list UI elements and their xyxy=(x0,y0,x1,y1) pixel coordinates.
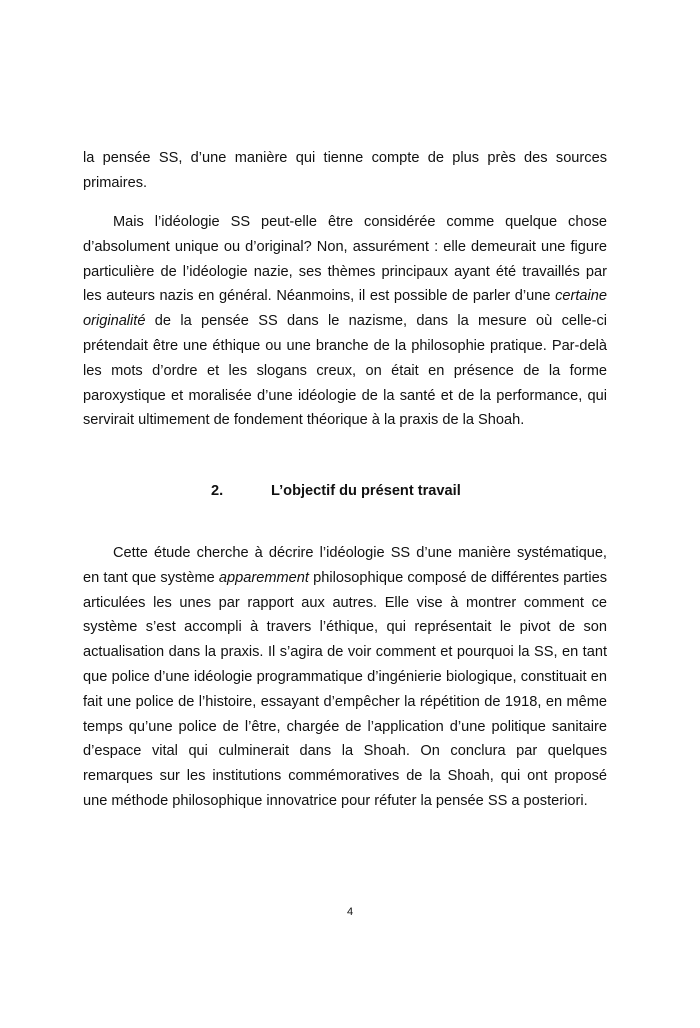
paragraph-continuation xyxy=(83,146,607,196)
emphasized-phrase: certaine originalité xyxy=(83,288,607,330)
page-number: 4 xyxy=(346,906,354,918)
paragraph-text-before: Cette étude cherche à décrire l’idéologie SS d’une manière systématique, en tant que système xyxy=(83,545,607,586)
paragraph-text-after: philosophique composé de différentes parties articulées les unes par rapport aux autres. Elle vise à montrer comment ce système s’est accompli à travers l’éthique, qui représentait le pivot de son actualisation dans la praxis. Il s’agira de voir comment et pourquoi la SS, en tant que police d’une idéologie programmatique d’ingénierie biologique, constituait en fait une police de l’histoire, essayant d’empêcher la répétition de 1918, en même temps qu’une police de l’être, chargée de l’application d’une politique sanitaire d’espace vital qui culminerait dans la Shoah. On conclura par quelques remarques sur les institutions commémoratives de la Shoah, qui ont proposé une méthode philosophique innovatrice pour réfuter la pensée SS a posteriori. xyxy=(83,569,607,809)
paragraph-text xyxy=(83,541,607,814)
paragraph-text xyxy=(83,210,607,433)
paragraph-objective xyxy=(83,541,607,814)
emphasized-word: apparemment xyxy=(218,569,309,586)
paragraph-text-before: Mais l’idéologie SS peut-elle être considérée comme quelque chose d’absolument unique ou d’original? Non, assurément : elle demeurait une figure particulière de l’idéologie nazie, ses thèmes principaux ayant été travaillés par les auteurs nazis en général. Néanmoins, il est possible de parler d’une xyxy=(83,214,607,305)
section-title: L’objectif du présent travail xyxy=(271,483,461,499)
section-number: 2. xyxy=(211,483,224,499)
paragraph-text-after: de la pensée SS dans le nazisme, dans la mesure où celle-ci prétendait être une éthique ou une branche de la philosophie pratique. Par-delà les mots d’ordre et les slogans creux, on était en présence de la forme paroxystique et moralisée d’une idéologie de la santé et de la performance, qui servirait ultimement de fondement théorique à la praxis de la Shoah. xyxy=(83,313,607,429)
paragraph-text: la pensée SS, d’une manière qui tienne compte de plus près des sources primaires. xyxy=(83,150,607,191)
section-heading xyxy=(0,480,700,502)
paragraph-originality xyxy=(83,210,607,433)
